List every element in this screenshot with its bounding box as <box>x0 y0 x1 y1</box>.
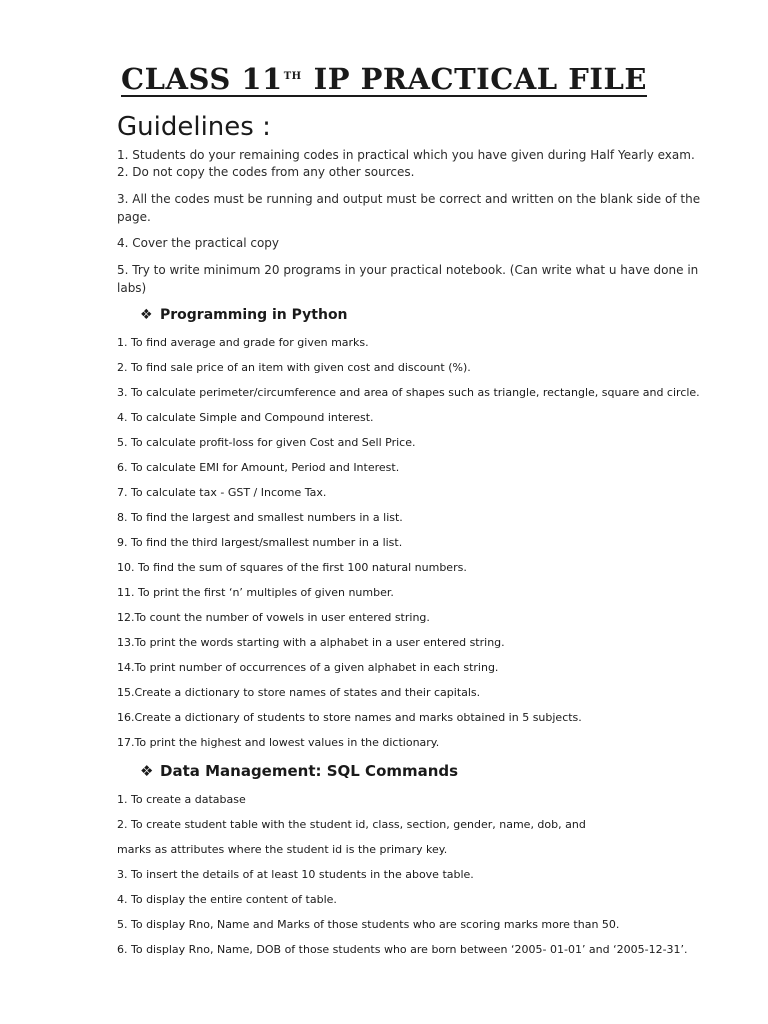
guideline-line: 1. Students do your remaining codes in practical which you have given during Half Yearly exam. <box>117 148 695 162</box>
python-section-heading <box>140 307 348 323</box>
list-item: 15.Create a dictionary to store names of states and their capitals. <box>117 686 481 699</box>
list-item: 11. To print the first ‘n’ multiples of given number. <box>117 586 394 599</box>
list-item: 3. To calculate perimeter/circumference and area of shapes such as triangle, rectangle, square and circle. <box>117 386 700 399</box>
sql-section-heading <box>140 762 458 780</box>
list-item: 3. To insert the details of at least 10 students in the above table. <box>117 868 474 881</box>
guideline-line: labs) <box>117 281 147 295</box>
list-item: 13.To print the words starting with a alphabet in a user entered string. <box>117 636 505 649</box>
sql-section-title: Data Management: SQL Commands <box>160 762 459 780</box>
document-title-text <box>121 63 647 97</box>
list-item: 9. To find the third largest/smallest number in a list. <box>117 536 403 549</box>
title-superscript: TH <box>283 71 302 82</box>
guideline-line: page. <box>117 210 151 224</box>
list-item: 5. To calculate profit-loss for given Cost and Sell Price. <box>117 436 416 449</box>
title-main-before: CLASS 11 <box>121 62 283 96</box>
list-item: 5. To display Rno, Name and Marks of those students who are scoring marks more than 50. <box>117 918 620 931</box>
list-item: 2. To find sale price of an item with given cost and discount (%). <box>117 361 471 374</box>
list-item: 14.To print number of occurrences of a given alphabet in each string. <box>117 661 499 674</box>
list-item: 6. To display Rno, Name, DOB of those students who are born between ‘2005- 01-01’ and ‘2005-12-31’. <box>117 943 688 956</box>
guideline-line: 2. Do not copy the codes from any other sources. <box>117 165 415 179</box>
list-item: 8. To find the largest and smallest numbers in a list. <box>117 511 403 524</box>
title-main-after: IP PRACTICAL FILE <box>313 62 647 96</box>
python-section-title: Programming in Python <box>160 307 348 323</box>
guideline-line: 4. Cover the practical copy <box>117 236 280 250</box>
list-item: 16.Create a dictionary of students to store names and marks obtained in 5 subjects. <box>117 711 582 724</box>
document-title <box>0 62 768 97</box>
list-item: 1. To find average and grade for given marks. <box>117 336 369 349</box>
list-item: 2. To create student table with the student id, class, section, gender, name, dob, and <box>117 818 586 831</box>
list-item: 6. To calculate EMI for Amount, Period and Interest. <box>117 461 400 474</box>
diamond-bullet-icon: ❖ <box>140 762 154 780</box>
list-item: 7. To calculate tax - GST / Income Tax. <box>117 486 327 499</box>
guidelines-heading: Guidelines : <box>117 112 271 142</box>
list-item: 4. To calculate Simple and Compound interest. <box>117 411 374 424</box>
guideline-line: 5. Try to write minimum 20 programs in your practical notebook. (Can write what u have done in <box>117 263 699 277</box>
list-item: 4. To display the entire content of table. <box>117 893 337 906</box>
list-item: marks as attributes where the student id is the primary key. <box>117 843 448 856</box>
diamond-bullet-icon: ❖ <box>140 307 153 323</box>
list-item: 10. To find the sum of squares of the first 100 natural numbers. <box>117 561 467 574</box>
guideline-line: 3. All the codes must be running and output must be correct and written on the blank side of the <box>117 192 701 206</box>
list-item: 1. To create a database <box>117 793 246 806</box>
list-item: 17.To print the highest and lowest values in the dictionary. <box>117 736 440 749</box>
list-item: 12.To count the number of vowels in user entered string. <box>117 611 430 624</box>
